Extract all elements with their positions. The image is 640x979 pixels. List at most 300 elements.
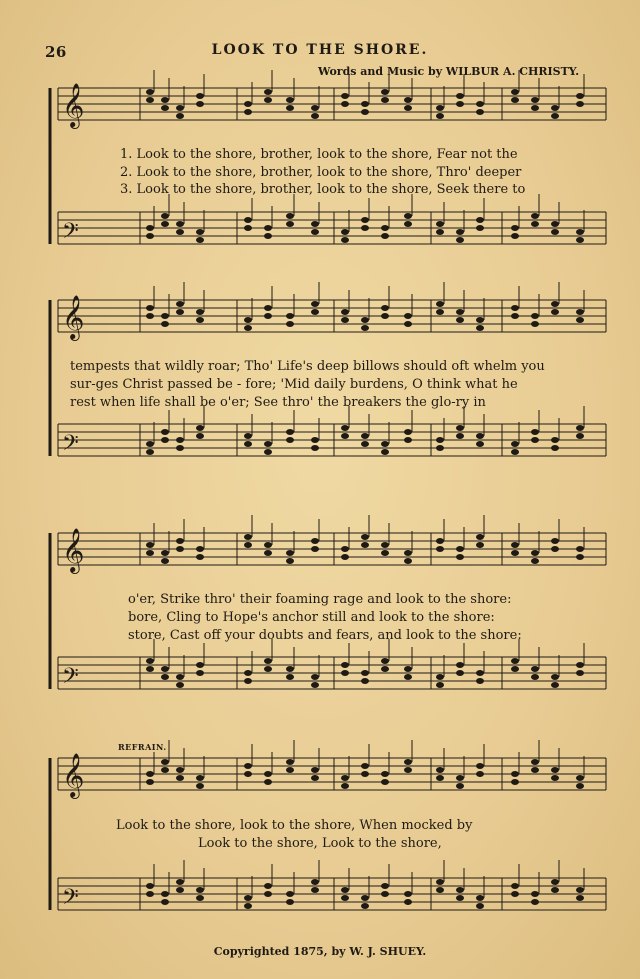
note-head [531, 429, 539, 435]
note-head [244, 534, 252, 540]
lyric-line: 3. Look to the shore, brother, look to the shore, Seek there to [120, 182, 526, 197]
note-head [361, 771, 369, 777]
note-head [361, 895, 369, 901]
lyric-line: 2. Look to the shore, brother, look to the shore, Thro' deeper [120, 165, 522, 180]
note-head [576, 554, 584, 560]
note-head [576, 670, 584, 676]
note-head [476, 678, 484, 684]
page-number: 26 [45, 43, 67, 61]
note-head [311, 105, 319, 111]
note-head [244, 895, 252, 901]
note-head [161, 759, 169, 765]
note-head [264, 542, 272, 548]
note-head [511, 313, 519, 319]
note-head [311, 674, 319, 680]
note-head [531, 674, 539, 680]
note-head [476, 542, 484, 548]
note-head [551, 674, 559, 680]
note-head [361, 542, 369, 548]
note-head [381, 313, 389, 319]
note-head [244, 109, 252, 115]
note-head [286, 674, 294, 680]
note-head [404, 674, 412, 680]
note-head [244, 317, 252, 323]
note-head [161, 313, 169, 319]
lyric-line: bore, Cling to Hope's anchor still and look to the shore: [128, 610, 495, 625]
note-head [341, 229, 349, 235]
note-head [476, 441, 484, 447]
note-head [511, 658, 519, 664]
note-head [576, 775, 584, 781]
note-head [476, 670, 484, 676]
note-head [196, 662, 204, 668]
note-head [176, 674, 184, 680]
note-head [456, 670, 464, 676]
note-head [576, 425, 584, 431]
note-head [341, 237, 349, 243]
note-head [286, 437, 294, 443]
note-head [311, 767, 319, 773]
note-head [456, 554, 464, 560]
note-head [146, 233, 154, 239]
note-head [176, 229, 184, 235]
note-head [456, 887, 464, 893]
note-head [476, 217, 484, 223]
note-head [286, 666, 294, 672]
note-head [404, 767, 412, 773]
note-head [456, 237, 464, 243]
note-head [146, 449, 154, 455]
note-head [511, 233, 519, 239]
note-head [341, 93, 349, 99]
note-head [176, 538, 184, 544]
note-head [286, 759, 294, 765]
note-head [476, 325, 484, 331]
note-head [196, 554, 204, 560]
note-head [311, 546, 319, 552]
note-head [161, 97, 169, 103]
note-head [244, 678, 252, 684]
note-head [161, 666, 169, 672]
note-head [311, 879, 319, 885]
lyric-line: rest when life shall be o'er; See thro' the breakers the glo-ry in [70, 395, 486, 410]
note-head [511, 550, 519, 556]
note-head [161, 213, 169, 219]
note-head [244, 217, 252, 223]
note-head [161, 674, 169, 680]
note-head [264, 449, 272, 455]
note-head [381, 225, 389, 231]
note-head [381, 771, 389, 777]
note-head [311, 682, 319, 688]
note-head [196, 670, 204, 676]
note-head [361, 763, 369, 769]
note-head [244, 771, 252, 777]
note-head [146, 666, 154, 672]
note-head [551, 546, 559, 552]
note-head [576, 662, 584, 668]
note-head [456, 783, 464, 789]
note-head [436, 674, 444, 680]
note-head [361, 109, 369, 115]
note-head [341, 309, 349, 315]
note-head [311, 309, 319, 315]
note-head [361, 325, 369, 331]
note-head [511, 891, 519, 897]
note-head [341, 895, 349, 901]
note-head [576, 783, 584, 789]
note-head [361, 217, 369, 223]
note-head [404, 666, 412, 672]
note-head [511, 97, 519, 103]
note-head [576, 93, 584, 99]
note-head [511, 542, 519, 548]
note-head [196, 895, 204, 901]
note-head [436, 229, 444, 235]
note-head [264, 658, 272, 664]
note-head [196, 546, 204, 552]
note-head [146, 89, 154, 95]
lyric-line: sur-ges Christ passed be - fore; 'Mid daily burdens, O think what he [70, 377, 518, 392]
note-head [551, 445, 559, 451]
note-head [311, 538, 319, 544]
note-head [456, 433, 464, 439]
note-head [436, 113, 444, 119]
note-head [381, 449, 389, 455]
note-head [146, 779, 154, 785]
note-head [341, 662, 349, 668]
lyric-line: tempests that wildly roar; Tho' Life's deep billows should oft whelm you [70, 359, 545, 374]
note-head [161, 558, 169, 564]
note-head [476, 433, 484, 439]
note-head [404, 891, 412, 897]
note-head [436, 879, 444, 885]
note-head [311, 887, 319, 893]
note-head [404, 550, 412, 556]
note-head [341, 317, 349, 323]
note-head [176, 309, 184, 315]
note-head [341, 433, 349, 439]
note-head [576, 895, 584, 901]
note-head [511, 779, 519, 785]
note-head [196, 101, 204, 107]
note-head [456, 546, 464, 552]
note-head [286, 891, 294, 897]
note-head [456, 229, 464, 235]
note-head [436, 767, 444, 773]
note-head [436, 309, 444, 315]
copyright-notice: Copyrighted 1875, by W. J. SHUEY. [213, 945, 427, 958]
note-head [311, 775, 319, 781]
note-head [341, 425, 349, 431]
note-head [436, 437, 444, 443]
note-head [244, 670, 252, 676]
note-head [361, 225, 369, 231]
note-head [264, 771, 272, 777]
note-head [161, 105, 169, 111]
note-head [551, 309, 559, 315]
note-head [476, 903, 484, 909]
note-head [286, 221, 294, 227]
note-head [244, 325, 252, 331]
note-head [286, 767, 294, 773]
note-head [361, 317, 369, 323]
note-head [576, 309, 584, 315]
lyric-line: Look to the shore, look to the shore, When mocked by [116, 818, 473, 833]
note-head [146, 225, 154, 231]
note-head [264, 97, 272, 103]
treble-clef-icon: 𝄞 [62, 528, 85, 572]
note-head [176, 682, 184, 688]
note-head [286, 899, 294, 905]
page-title: LOOK TO THE SHORE. [211, 42, 429, 58]
note-head [196, 93, 204, 99]
note-head [576, 237, 584, 243]
note-head [264, 666, 272, 672]
note-head [381, 779, 389, 785]
note-head [196, 229, 204, 235]
bass-clef-icon: 𝄢 [62, 219, 79, 249]
note-head [264, 225, 272, 231]
note-head [436, 775, 444, 781]
note-head [161, 550, 169, 556]
note-head [244, 903, 252, 909]
note-head [511, 305, 519, 311]
note-head [361, 441, 369, 447]
note-head [146, 658, 154, 664]
note-head [381, 883, 389, 889]
note-head [264, 441, 272, 447]
note-head [196, 783, 204, 789]
note-head [381, 658, 389, 664]
note-head [436, 887, 444, 893]
note-head [146, 97, 154, 103]
note-head [286, 321, 294, 327]
note-head [381, 891, 389, 897]
note-head [511, 441, 519, 447]
note-head [476, 763, 484, 769]
note-head [476, 109, 484, 115]
note-head [551, 105, 559, 111]
note-head [576, 887, 584, 893]
note-head [436, 546, 444, 552]
note-head [551, 113, 559, 119]
note-head [551, 221, 559, 227]
note-head [436, 221, 444, 227]
note-head [476, 317, 484, 323]
note-head [511, 89, 519, 95]
note-head [531, 97, 539, 103]
note-head [511, 666, 519, 672]
note-head [196, 775, 204, 781]
note-head [531, 213, 539, 219]
note-head [381, 233, 389, 239]
bass-clef-icon: 𝄢 [62, 431, 79, 461]
note-head [361, 101, 369, 107]
note-head [264, 313, 272, 319]
note-head [161, 429, 169, 435]
note-head [146, 550, 154, 556]
bass-clef-icon: 𝄢 [62, 664, 79, 694]
note-head [456, 93, 464, 99]
note-head [551, 682, 559, 688]
note-head [176, 887, 184, 893]
note-head [531, 666, 539, 672]
note-head [361, 903, 369, 909]
note-head [146, 441, 154, 447]
note-head [361, 534, 369, 540]
note-head [286, 213, 294, 219]
note-head [361, 678, 369, 684]
note-head [436, 301, 444, 307]
note-head [436, 105, 444, 111]
note-head [476, 101, 484, 107]
treble-clef-icon: 𝄞 [62, 295, 85, 339]
note-head [146, 883, 154, 889]
note-head [196, 887, 204, 893]
note-head [286, 429, 294, 435]
note-head [196, 237, 204, 243]
note-head [244, 433, 252, 439]
note-head [576, 317, 584, 323]
note-head [531, 899, 539, 905]
note-head [286, 558, 294, 564]
note-head [161, 321, 169, 327]
note-head [341, 887, 349, 893]
note-head [381, 97, 389, 103]
note-head [436, 445, 444, 451]
note-head [404, 899, 412, 905]
note-head [264, 891, 272, 897]
note-head [264, 89, 272, 95]
note-head [161, 767, 169, 773]
note-head [244, 542, 252, 548]
note-head [531, 767, 539, 773]
note-head [476, 225, 484, 231]
note-head [161, 437, 169, 443]
note-head [311, 113, 319, 119]
note-head [146, 891, 154, 897]
note-head [456, 425, 464, 431]
note-head [404, 105, 412, 111]
note-head [551, 767, 559, 773]
note-head [311, 445, 319, 451]
note-head [436, 538, 444, 544]
note-head [436, 682, 444, 688]
note-head [196, 309, 204, 315]
note-head [404, 221, 412, 227]
note-head [176, 301, 184, 307]
note-head [531, 437, 539, 443]
note-head [511, 883, 519, 889]
note-head [176, 113, 184, 119]
note-head [146, 542, 154, 548]
treble-clef-icon: 𝄞 [62, 83, 85, 127]
note-head [576, 546, 584, 552]
note-head [311, 221, 319, 227]
note-head [286, 105, 294, 111]
note-head [161, 899, 169, 905]
note-head [511, 225, 519, 231]
note-head [456, 317, 464, 323]
lyric-line: 1. Look to the shore, brother, look to the shore, Fear not the [120, 147, 518, 162]
bass-clef-icon: 𝄢 [62, 885, 79, 915]
note-head [146, 305, 154, 311]
note-head [381, 305, 389, 311]
note-head [341, 554, 349, 560]
note-head [476, 534, 484, 540]
note-head [404, 429, 412, 435]
note-head [176, 775, 184, 781]
note-head [311, 229, 319, 235]
note-head [404, 97, 412, 103]
treble-clef-icon: 𝄞 [62, 753, 85, 797]
note-head [161, 221, 169, 227]
note-head [551, 437, 559, 443]
note-head [551, 775, 559, 781]
note-head [176, 221, 184, 227]
note-head [531, 759, 539, 765]
note-head [531, 550, 539, 556]
note-head [176, 445, 184, 451]
note-head [404, 558, 412, 564]
note-head [531, 313, 539, 319]
note-head [381, 441, 389, 447]
note-head [551, 879, 559, 885]
note-head [196, 425, 204, 431]
note-head [551, 301, 559, 307]
note-head [381, 542, 389, 548]
note-head [176, 437, 184, 443]
note-head [456, 309, 464, 315]
composer-credit: Words and Music by WILBUR A. CHRISTY. [318, 65, 580, 78]
note-head [511, 771, 519, 777]
note-head [176, 105, 184, 111]
note-head [196, 433, 204, 439]
note-head [576, 229, 584, 235]
note-head [146, 771, 154, 777]
note-head [286, 97, 294, 103]
note-head [264, 883, 272, 889]
note-head [244, 225, 252, 231]
note-head [311, 301, 319, 307]
note-head [531, 221, 539, 227]
note-head [244, 441, 252, 447]
note-head [576, 101, 584, 107]
note-head [264, 233, 272, 239]
note-head [511, 449, 519, 455]
note-head [146, 313, 154, 319]
note-head [456, 895, 464, 901]
note-head [404, 437, 412, 443]
note-head [381, 666, 389, 672]
lyric-line: store, Cast off your doubts and fears, and look to the shore: [128, 628, 522, 643]
note-head [264, 779, 272, 785]
note-head [244, 101, 252, 107]
note-head [476, 895, 484, 901]
note-head [531, 105, 539, 111]
note-head [456, 775, 464, 781]
note-head [361, 433, 369, 439]
note-head [341, 670, 349, 676]
note-head [531, 558, 539, 564]
note-head [341, 783, 349, 789]
note-head [381, 89, 389, 95]
note-head [576, 433, 584, 439]
note-head [196, 317, 204, 323]
note-head [161, 891, 169, 897]
note-head [551, 887, 559, 893]
